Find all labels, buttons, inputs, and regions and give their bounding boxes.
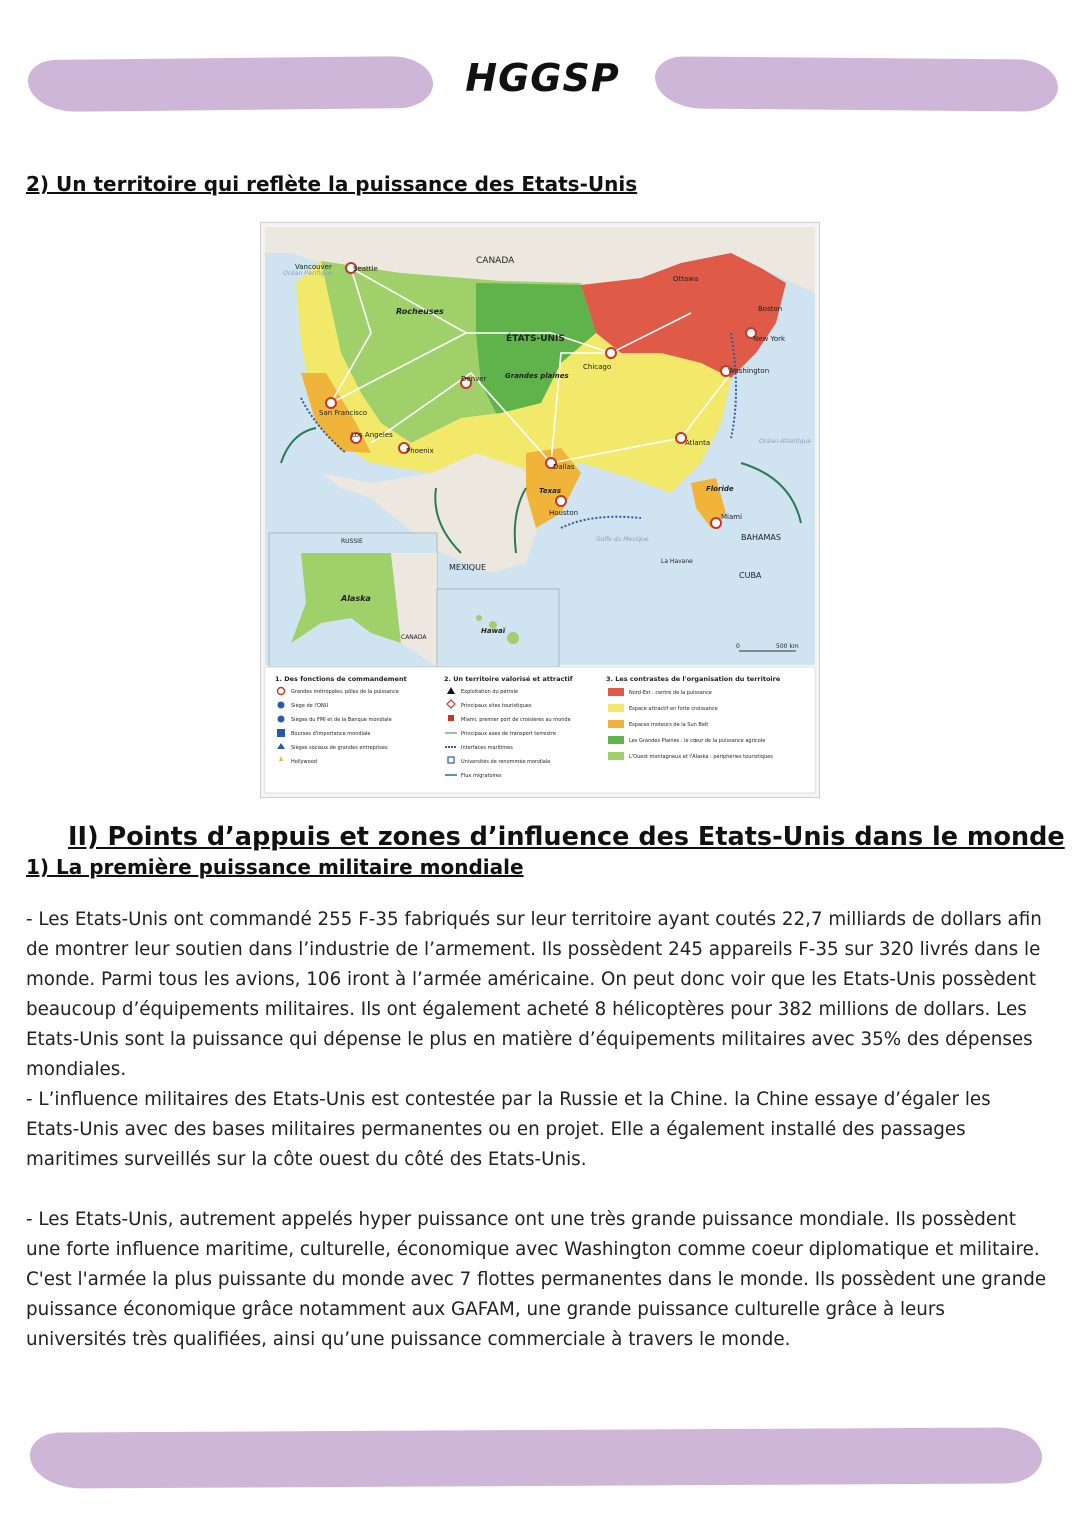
map-label-ottawa: Ottawa — [673, 275, 699, 283]
legend-col1-item: Hollywood — [291, 759, 317, 765]
map-sea-label-pacific: Océan Pacifique — [283, 270, 332, 277]
legend-attractive-swatch — [608, 704, 624, 712]
map-label-canada-small: CANADA — [401, 634, 427, 641]
legend-bourse-symbol — [277, 729, 285, 737]
legend-col2-item: Interfaces maritimes — [461, 745, 513, 751]
map-label-canada: CANADA — [476, 256, 515, 266]
legend-port-symbol — [448, 715, 454, 721]
legend-sunbelt-swatch — [608, 720, 624, 728]
map-label-usa: ÉTATS-UNIS — [506, 334, 565, 344]
map-label-washington: Washington — [728, 367, 770, 375]
legend-col2-item: Principaux axes de transport terrestre — [461, 731, 556, 737]
map-label-chicago: Chicago — [583, 363, 612, 371]
map-sea-label-atlantic: Océan Atlantique — [759, 438, 812, 445]
legend-col3-item: Les Grandes Plaines : le cœur de la puissance agricole — [629, 738, 766, 744]
legend-col1-title: 1. Des fonctions de commandement — [275, 675, 407, 683]
map-label-sanfrancisco: San Francisco — [319, 409, 368, 417]
map-label-plains: Grandes plaines — [505, 372, 569, 380]
map-label-texas: Texas — [539, 487, 562, 495]
map-scale-label: 500 km — [776, 643, 799, 650]
map-label-losangeles: Los Angeles — [351, 431, 393, 439]
legend-col3-item: Nord-Est : centre de la puissance — [629, 690, 712, 696]
section-II-1-title: 1) La première puissance militaire mondiale — [26, 855, 524, 879]
map-label-boston: Boston — [758, 305, 783, 313]
map-label-phoenix: Phoenix — [406, 447, 434, 455]
map-label-bahamas: BAHAMAS — [741, 533, 781, 542]
map-label-dallas: Dallas — [553, 463, 575, 471]
legend-university-symbol — [448, 757, 454, 763]
map-label-rockies: Rocheuses — [396, 307, 444, 316]
legend-col2-item: Flux migratoires — [461, 773, 502, 779]
legend-col2-item: Universités de renommée mondiale — [461, 759, 551, 765]
decorative-brush-top-right — [655, 56, 1058, 112]
map-label-hawaii: Hawaï — [481, 627, 506, 635]
decorative-brush-top-left — [28, 56, 434, 112]
map-label-houston: Houston — [549, 509, 579, 517]
map-label-havana: La Havane — [661, 558, 693, 565]
map-label-alaska: Alaska — [341, 594, 371, 603]
map-label-seattle: Seattle — [353, 265, 378, 273]
legend-col3-item: Espace attractif en forte croissance — [629, 706, 718, 712]
map-label-florida: Floride — [706, 485, 734, 493]
map-scale-zero: 0 — [736, 643, 740, 650]
legend-col1-item: Sièges sociaux de grandes entreprises — [291, 745, 388, 751]
map-label-newyork: New York — [753, 335, 786, 343]
legend-col3-item: L'Ouest montagneux et l'Alaska : périphéries touristiques — [629, 754, 773, 760]
page-header-title: HGGSP — [465, 56, 620, 100]
legend-col3-item: Espaces moteurs de la Sun Belt — [629, 722, 709, 728]
legend-col1-item: Grandes métropoles, pôles de la puissance — [291, 689, 399, 695]
legend-onu-symbol — [278, 702, 285, 709]
map-label-mexico: MEXIQUE — [449, 563, 487, 572]
map-hawaii-island — [476, 615, 482, 621]
legend-metropolis-symbol — [278, 688, 285, 695]
paragraph-military-equipment: - Les Etats-Unis ont commandé 255 F-35 fabriqués sur leur territoire ayant coutés 22,7 milliards de dollars afin de montrer leur soutien dans l’industrie de l’armement. Ils possèdent 245 appareils F-35 sur 320 livrés dans le monde. Parmi tous les avions, 106 iront à l’armée américaine. On peut donc voir que les Etats-Unis possèdent beaucoup d’équipements militaires. Ils ont également acheté 8 hélicoptères pour 382 millions de dollars. Les Etats-Unis sont la puissance qui dépense le plus en matière d’équipements militaires avec 35% des dépenses mondiales. — [26, 909, 1042, 1080]
section-2-title: 2) Un territoire qui reflète la puissance des Etats-Unis — [26, 172, 638, 196]
map-legend — [265, 667, 815, 793]
legend-col1-item: Sièges du FMI et de la Banque mondiale — [291, 717, 392, 723]
section-II-title: II) Points d’appuis et zones d’influence des Etats-Unis dans le monde — [68, 822, 1065, 852]
legend-col2-item: Exploitation du pétrole — [461, 689, 518, 695]
map-hawaii-island — [507, 632, 519, 644]
map-sea-label-gulf: Golfe du Mexique — [596, 536, 649, 543]
map-label-cuba: CUBA — [739, 571, 762, 580]
decorative-brush-bottom — [30, 1427, 1042, 1488]
legend-plains-swatch — [608, 736, 624, 744]
legend-fmi-symbol — [278, 716, 285, 723]
map-label-russia: RUSSIE — [341, 538, 363, 545]
paragraph-hyperpower: - Les Etats-Unis, autrement appelés hyper puissance ont une très grande puissance mondiale. Ils possèdent une forte influence maritime, culturelle, économique avec Washington comme coeur diplomatique et militaire. C'est l'armée la plus puissante du monde avec 7 flottes permanentes dans le monde. Ils possèdent une grande puissance économique grâce notamment aux GAFAM, une grande puissance culturelle grâce à leurs universités très qualifiées, ainsi qu’une puissance commerciale à travers le monde. — [26, 1209, 1047, 1350]
legend-col2-item: Principaux sites touristiques — [461, 703, 532, 709]
legend-col2-title: 2. Un territoire valorisé et attractif — [444, 675, 573, 683]
legend-col1-item: Siège de l'ONU — [291, 703, 329, 709]
map-label-denver: Denver — [461, 375, 487, 383]
legend-col2-item: Miami, premier port de croisières au monde — [461, 717, 571, 723]
map-label-vancouver: Vancouver — [295, 263, 332, 271]
legend-west-swatch — [608, 752, 624, 760]
paragraph-contested-influence: - L’influence militaires des Etats-Unis est contestée par la Russie et la Chine. la Chine essaye d’égaler les Etats-Unis avec des bases militaires permanentes ou en projet. Elle a également installé des passages maritimes surveillés sur la côte ouest du côté des Etats-Unis. — [26, 1089, 991, 1170]
legend-col1-item: Bourses d'importance mondiale — [291, 731, 371, 737]
legend-northeast-swatch — [608, 688, 624, 696]
map-label-atlanta: Atlanta — [685, 439, 711, 447]
map-label-miami: Miami — [721, 513, 743, 521]
usa-power-map — [260, 222, 820, 798]
legend-col3-title: 3. Les contrastes de l'organisation du territoire — [606, 675, 781, 683]
